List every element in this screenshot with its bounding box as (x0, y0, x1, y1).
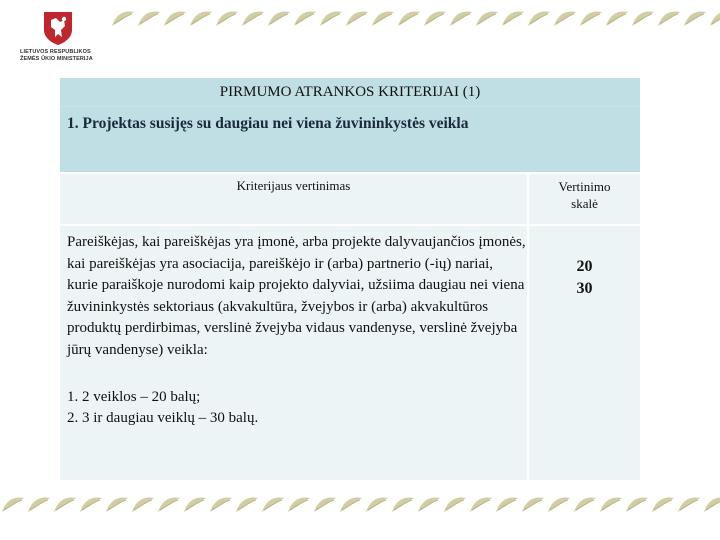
score-1: 20 (576, 258, 593, 275)
table-title: PIRMUMO ATRANKOS KRITERIJAI (1) (60, 78, 640, 106)
table-subtitle: 1. Projektas susijęs su daugiau nei viena žuvininkystės veikla (60, 106, 640, 172)
decorative-border-bottom (0, 492, 720, 518)
scale-header-line2: skalė (571, 196, 598, 211)
criterion-description-cell (60, 226, 527, 480)
score-2: 30 (576, 280, 593, 297)
criterion-option-1: 1. 2 veiklos – 20 balų; (67, 388, 201, 405)
criterion-text: Pareiškėjas, kai pareiškėjas yra įmonė, arba projekte dalyvaujančios įmonės, kai pareiškėjas yra asociacija, pareiškėjo ir (arba) partnerio (-ių) nariai, kurie paraiškoje nurodomi kaip projekto dalyviai, užsiima daugiau nei viena žuvininkystės sektoriaus (akvakultūra, žvejybos ir (arba) akvakultūros produktų perdirbimas, verslinė žvejyba vidaus vandenyse, verslinė žvejyba jūrų vandenyse) veikla: (67, 234, 526, 358)
scale-column-header (529, 174, 640, 224)
scale-header-line1: Vertinimo (558, 179, 611, 194)
criteria-table (60, 78, 640, 480)
ministry-name (20, 49, 110, 63)
ministry-logo (20, 8, 104, 72)
criterion-column-header: Kriterijaus vertinimas (60, 174, 527, 224)
ministry-name-line1: LIETUVOS RESPUBLIKOS (20, 49, 91, 55)
coat-of-arms-icon (42, 10, 74, 46)
criterion-option-2: 2. 3 ir daugiau veiklų – 30 balų. (67, 410, 259, 427)
score-cell (529, 226, 640, 480)
decorative-border-top (110, 6, 720, 32)
ministry-name-line2: ŽEMĖS ŪKIO MINISTERIJA (20, 56, 93, 62)
